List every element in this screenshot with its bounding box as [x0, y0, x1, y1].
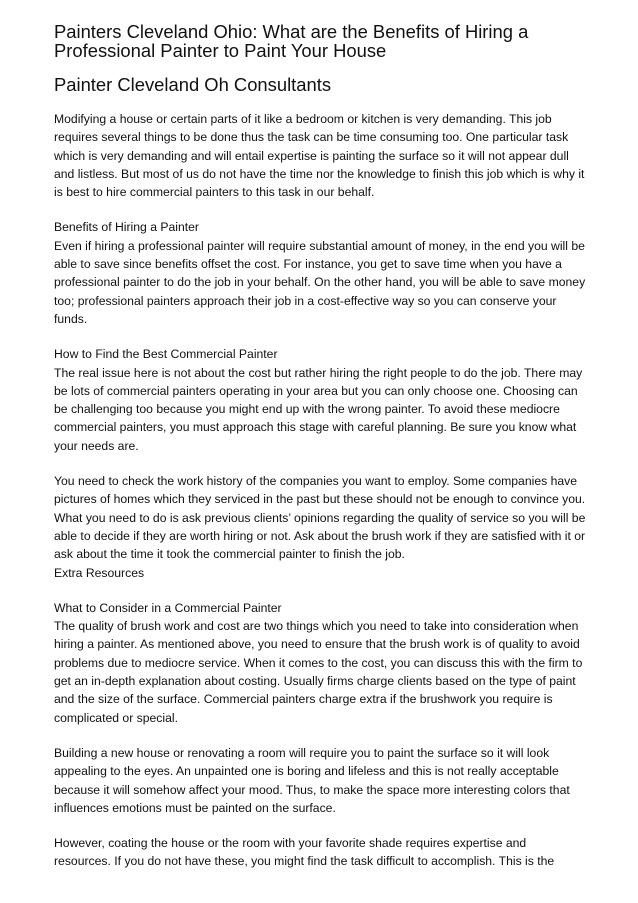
paragraph-find-painter: [54, 345, 586, 455]
document-page: [54, 22, 586, 888]
paragraph-text: Building a new house or renovating a room will require you to paint the surface so it will look appealing to the eyes. An unpainted one is boring and lifeless and this is not really acceptable because it will somehow affect your mood. Thus, to make the space more interesting colors that influences emotions must be painted on the surface.: [54, 745, 570, 815]
section-heading-benefits: Benefits of Hiring a Painter: [54, 220, 199, 235]
paragraph-benefits: [54, 218, 586, 328]
paragraph-coating: [54, 834, 586, 871]
paragraph-text: The real issue here is not about the cost but rather hiring the right people to do the job. There may be lots of commercial painters operating in your area but you can only choose one. Choosing can be challenging too because you might end up with the wrong painter. To avoid these mediocre commercial painters, you must approach this stage with careful planning. Be sure you know what your needs are.: [54, 365, 583, 453]
paragraph-new-house: [54, 744, 586, 817]
paragraph-text: You need to check the work history of the companies you want to employ. Some companies have pictures of homes which they serviced in the past but these should not be enough to convince you. What you need to do is ask previous clients’ opinions regarding the quality of service so you will be able to decide if they are worth hiring or not. Ask about the brush work if they are satisfied with it or ask about the time it took the commercial painter to finish the job.: [54, 474, 586, 562]
paragraph-text: Modifying a house or certain parts of it like a bedroom or kitchen is very demanding. This job requires several things to be done thus the task can be time consuming too. One particular task which is very demanding and will entail expertise is painting the surface so it will not appear dull and listless. But most of us do not have the time nor the knowledge to finish this job which is why it is best to hire commercial painters to this task in our behalf.: [54, 112, 585, 200]
paragraph-text: However, coating the house or the room with your favorite shade requires expertise and resources. If you do not have these, you might find the task difficult to accomplish. This is the: [54, 836, 555, 869]
section-heading-find-painter: How to Find the Best Commercial Painter: [54, 347, 278, 362]
paragraph-text: The quality of brush work and cost are two things which you need to take into consideration when hiring a painter. As mentioned above, you need to ensure that the brush work is of quality to avoid problems due to mediocre service. When it comes to the cost, you can discuss this with the firm to get an in-depth explanation about costing. Usually firms charge clients based on the type of paint and the size of the surface. Commercial painters charge extra if the brushwork you require is complicated or special.: [54, 619, 583, 725]
document-subtitle: Painter Cleveland Oh Consultants: [54, 74, 332, 95]
document-body: [54, 110, 586, 871]
paragraph-work-history: [54, 472, 586, 582]
section-heading-consider: What to Consider in a Commercial Painter: [54, 600, 282, 615]
paragraph-text: Even if hiring a professional painter will require substantial amount of money, in the end you will be able to save since benefits offset the cost. For instance, you get to save time when you have a professional painter to do the job in your behalf. On the other hand, you will be able to save money too; professional painters approach their job in a cost-effective way so you can conserve your funds.: [54, 238, 586, 326]
paragraph-intro: [54, 110, 586, 201]
extra-resources-label: Extra Resources: [54, 565, 145, 580]
paragraph-consider: [54, 599, 586, 727]
document-title: Painters Cleveland Ohio: What are the Benefits of Hiring a Professional Painter to Paint Your House: [54, 21, 529, 61]
